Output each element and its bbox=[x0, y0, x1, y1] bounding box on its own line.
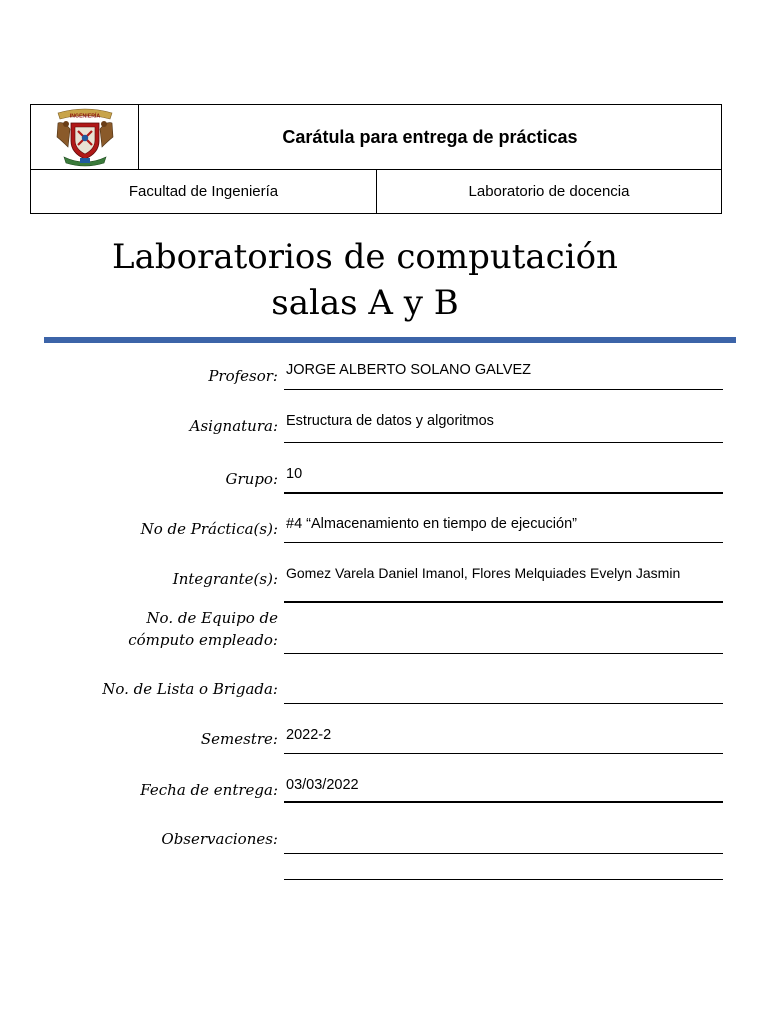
grupo-line bbox=[284, 492, 723, 494]
practica-line bbox=[284, 542, 723, 543]
profesor-line bbox=[284, 389, 723, 390]
lista-line bbox=[284, 703, 723, 704]
equipo-label-line1: No. de Equipo de bbox=[146, 609, 278, 627]
observaciones-line bbox=[284, 853, 723, 854]
observaciones-line-2 bbox=[284, 879, 723, 880]
profesor-label: Profesor: bbox=[208, 367, 278, 385]
equipo-label bbox=[128, 607, 278, 651]
logo-lettering: INGENIERÍA bbox=[69, 113, 100, 120]
equipo-label-line2: cómputo empleado: bbox=[128, 631, 278, 649]
semestre-label: Semestre: bbox=[200, 730, 278, 748]
practica-label: No de Práctica(s): bbox=[140, 520, 278, 538]
lista-label: No. de Lista o Brigada: bbox=[102, 680, 278, 698]
main-title-line2: salas A y B bbox=[271, 283, 459, 323]
fecha-label: Fecha de entrega: bbox=[140, 781, 278, 799]
fecha-value: 03/03/2022 bbox=[286, 777, 359, 793]
equipo-line bbox=[284, 653, 723, 654]
grupo-value: 10 bbox=[286, 466, 303, 482]
logo-cell bbox=[31, 105, 139, 169]
header-table bbox=[30, 104, 722, 214]
practica-value: #4 “Almacenamiento en tiempo de ejecución” bbox=[286, 516, 577, 532]
main-title-line1: Laboratorios de computación bbox=[112, 237, 618, 277]
section-divider bbox=[44, 337, 736, 343]
asignatura-line bbox=[284, 442, 723, 443]
semestre-value: 2022-2 bbox=[286, 727, 332, 743]
profesor-value: JORGE ALBERTO SOLANO GALVEZ bbox=[286, 362, 531, 378]
integrantes-value: Gomez Varela Daniel Imanol, Flores Melquiades Evelyn Jasmin bbox=[286, 565, 681, 581]
unam-ingenieria-crest-icon bbox=[54, 107, 116, 167]
faculty-cell: Facultad de Ingeniería bbox=[31, 170, 377, 213]
fecha-line bbox=[284, 801, 723, 803]
page-title: Carátula para entrega de prácticas bbox=[282, 126, 578, 147]
semestre-line bbox=[284, 753, 723, 754]
integrantes-label: Integrante(s): bbox=[172, 570, 278, 588]
observaciones-label: Observaciones: bbox=[161, 830, 278, 848]
grupo-label: Grupo: bbox=[225, 470, 278, 488]
laboratory-cell: Laboratorio de docencia bbox=[468, 183, 630, 200]
header-info-row bbox=[31, 169, 721, 213]
main-title bbox=[60, 234, 670, 326]
asignatura-label: Asignatura: bbox=[189, 417, 278, 435]
asignatura-value: Estructura de datos y algoritmos bbox=[286, 413, 494, 429]
integrantes-line bbox=[284, 601, 723, 603]
